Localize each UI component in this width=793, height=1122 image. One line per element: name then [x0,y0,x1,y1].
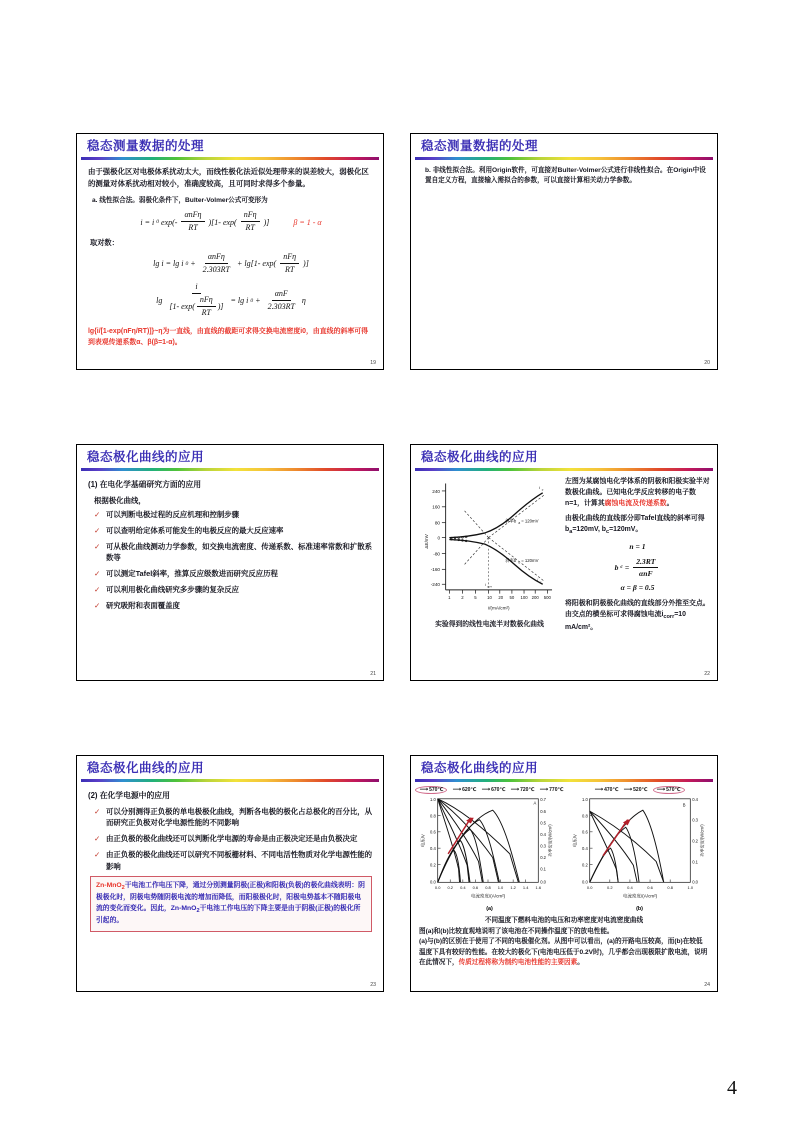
section-heading: (1) 在电化学基础研究方面的应用 [88,479,202,489]
fraction-bc [633,557,658,580]
svg-text:ΔE/mV: ΔE/mV [423,533,429,549]
text-part-a: 左图为某腐蚀电化学体系的阴极和阳极实验半对数极化曲线。已知电化学反应转移的电子数n=1，计算其 [565,477,710,507]
fraction-numerator: αnF [272,289,291,301]
slide-body [411,782,717,969]
explanation-line-2 [419,937,709,969]
svg-text:0.1: 0.1 [540,866,547,872]
chart-b-ylabel-right: 功率密度/(W/cm²) [699,823,705,857]
fraction-5 [265,289,298,313]
formula-block [88,210,374,319]
svg-text:0.0: 0.0 [540,878,547,884]
check-icon: ✓ [94,525,101,535]
slide-23[interactable] [76,755,384,992]
svg-text:240: 240 [432,488,441,494]
text-part-b: 。 [666,500,674,507]
slide-body [77,782,383,932]
example-note-box [90,876,372,932]
svg-text:c: c [539,579,542,584]
slide-grid [76,133,718,1016]
svg-text:-80: -80 [433,550,441,556]
paragraph-intro: 由于强极化区对电极体系扰动太大，而线性极化法近似处理带来的误差较大，弱极化区的测量对体系扰动相对较小，准确度较高，且可同时求得多个参量。 [88,166,369,188]
slide-number: 19 [370,360,376,366]
chart-b-svg [567,795,713,907]
chart-a-label: (a) [486,905,493,912]
chart-b-xlabel: 电流密度/(A/cm²) [622,893,657,899]
legend-label: 520℃ [633,786,648,793]
fraction-denominator: αnF [639,568,653,578]
svg-text:1.2: 1.2 [510,884,517,890]
legend-label: 770℃ [549,786,564,793]
formula-lhs: i = i [140,217,155,227]
svg-text:0.3: 0.3 [540,843,547,849]
svg-text:0.6: 0.6 [473,884,479,890]
svg-text:5: 5 [474,594,477,600]
svg-text:0.2: 0.2 [430,862,437,868]
svg-text:0: 0 [437,535,441,541]
svg-text:20: 20 [498,594,504,600]
slide-20[interactable] [410,133,718,370]
fraction-numerator: αnFη [181,210,204,222]
svg-text:0.1: 0.1 [691,858,698,864]
fraction-denominator: RT [201,308,211,318]
formula-eq-sub: 0 [250,297,254,304]
chart-pair [417,786,711,912]
list-item [94,806,374,829]
slide-number: 24 [704,982,710,988]
equation-alpha-beta: α = β = 0.5 [620,583,655,593]
slide-title: 稳态测量数据的处理 [87,139,205,153]
tafel-chart [418,476,561,616]
formula-final-line [88,282,374,318]
svg-text:100: 100 [520,594,528,600]
svg-text:1: 1 [448,594,451,600]
text-extrap-b: =10 mA/cm²。 [565,610,686,631]
chart-b-label: (b) [636,905,643,912]
text-tafel-sub-c: c [606,529,610,536]
chart-column [418,476,561,637]
sub-heading: 根据极化曲线， [94,495,146,505]
chart-b-panel-label: B [682,802,686,808]
equation-equals: = [624,562,630,572]
slide-title: 稳态极化曲线的应用 [421,761,539,775]
svg-text:0.6: 0.6 [581,829,588,835]
formula-part-4: )] [303,259,309,269]
slide-number: 23 [370,982,376,988]
legend-marker-icon: ⟶ [419,786,429,793]
note-compound-b-sub: 2 [196,908,200,915]
formula-lg: lg [156,296,163,306]
svg-text:-240: -240 [430,581,441,587]
chart-b-ylabel: 电压/V [571,833,577,847]
svg-text:2: 2 [461,594,464,600]
legend-item [624,787,648,793]
list-item [94,509,374,520]
svg-text:0.2: 0.2 [691,838,698,844]
svg-text:500: 500 [543,594,551,600]
legend-item [452,787,476,793]
note-body-end: 干电池工作电压的下降主要是由于阴极(正极)的极化所引起的。 [96,905,361,925]
check-icon: ✓ [94,509,101,519]
fraction-denominator: 2.303RT [267,301,295,311]
fraction-big [166,282,226,318]
legend-marker-icon: ⟶ [594,786,604,793]
svg-text:i/(mA/cm²): i/(mA/cm²) [488,605,510,611]
note-compound-a-sub: 2 [121,885,125,892]
list-item-label: 由正负极的极化曲线还可以判断化学电源的寿命是由正极决定还是由负极决定 [106,834,358,844]
svg-text:0.0: 0.0 [435,884,441,890]
equation-n: n = 1 [629,542,646,552]
explanation-column [565,476,710,637]
svg-text:a: a [541,487,544,492]
chart-b-legend [567,786,713,794]
formula-exp1: exp(- [161,217,178,227]
list-item [94,525,374,536]
note-compound-a: Zn-MnO [96,882,122,890]
svg-text:0.2: 0.2 [447,884,454,890]
text-extrap-a: 将阳极和阴极极化曲线的直线部分外推至交点。由交点的横坐标可求得腐蚀电流i [565,599,710,618]
slide-19[interactable] [76,133,384,370]
check-icon: ✓ [94,541,101,551]
annotation-slope-anodic: 斜率b [505,518,517,524]
text-tafel-sub-a: a [569,529,573,536]
legend-label: 720℃ [520,786,535,793]
formula-mid: )[1- exp( [208,217,237,227]
check-icon: ✓ [94,806,101,816]
chart-pair-caption: 不同温度下燃料电池的电压和功率密度对电流密度曲线 [484,916,644,924]
svg-text:0.5: 0.5 [540,820,547,826]
legend-label: 570℃ [666,786,681,793]
highlight-mass-transport: 传质过程将称为制约电池性能的主要因素 [458,959,578,967]
svg-text:0.6: 0.6 [646,884,653,890]
list-item [94,568,374,579]
list-item-label: 可以分别测得正负极的单电极极化曲线，判断各电极的极化占总极化的百分比，从而研究正负极对化学电源性能的不同影响 [106,806,373,828]
slide-title: 稳态极化曲线的应用 [87,761,205,775]
list-item [94,541,374,564]
list-item [94,833,374,844]
list-item [94,600,374,611]
slide-title: 稳态极化曲线的应用 [87,450,205,464]
fraction-4 [280,252,299,276]
fraction-numerator: 2.3RT [633,557,658,568]
svg-text:1.0: 1.0 [430,796,437,802]
chart-b-container [567,786,713,912]
curve-label-ic: i [537,577,539,583]
svg-text:0.4: 0.4 [460,884,467,890]
svg-text:0.4: 0.4 [581,845,588,851]
explanation-end: 。 [577,959,584,967]
svg-text:0.2: 0.2 [540,854,547,860]
svg-text:1.0: 1.0 [498,884,504,890]
svg-text:0.4: 0.4 [691,796,698,802]
explanation-body: (a)与(b)的区别在于使用了不同的电极催化剂。从图中可以看出，(a)的开路电压较高，而(b)在较低温度下具有较好的性能。在较大的极化下(电池电压低于0.2V时)，几乎都会出现极限扩散电流，说明在此情况下， [419,938,708,967]
svg-text:0.8: 0.8 [485,884,492,890]
section-heading: (2) 在化学电源中的应用 [88,790,170,800]
legend-item [540,787,564,793]
slide-body [411,471,717,637]
svg-text:1.4: 1.4 [523,884,529,890]
svg-text:= 120mV: = 120mV [521,518,539,524]
formula-log-expanded [88,252,374,276]
svg-text:corr: corr [487,585,492,589]
note-body: 干电池工作电压下降，通过分别测量阴极(正极)和阳极(负极)的极化曲线表明：阴极极化时，阴极电势随阴极电流的增加而降低，而阳极极化时，阳极电势基本不随阳极电流的变化而变化。因此，Zn-MnO [96,882,365,913]
fraction-denominator: RT [245,223,255,233]
slide-body [411,160,717,187]
list-item-label: 可以利用极化曲线研究多步骤的复杂反应 [106,584,240,594]
formula-tail: )] [263,217,270,227]
explanation-line-1: 图(a)和(b)比较直观地说明了该电池在不同操作温度下的放电性能。 [419,927,614,935]
svg-text:0.8: 0.8 [666,884,673,890]
formula-part-1: lg i = lg i [153,259,184,269]
legend-item [595,787,619,793]
curve-label-ia: i [538,484,541,490]
paragraph-method-b: b. 非线性拟合法。利用Origin软件，可直接对Bulter-Volmer公式进行非线性拟合。在Origin中设置自定义方程，直接输入需拟合的参数，可以直接计算相关动力学参数。 [425,166,706,185]
svg-text:0.0: 0.0 [691,878,698,884]
legend-label: 470℃ [604,786,619,793]
slide-title: 稳态极化曲线的应用 [421,450,539,464]
list-item-label: 可以判断电极过程的反应机理和控制步骤 [106,509,240,519]
svg-text:1.0: 1.0 [581,796,588,802]
chart-a-ylabel-right: 功率密度/(W/cm²) [548,823,554,857]
svg-text:0.4: 0.4 [626,884,633,890]
svg-text:200: 200 [531,594,539,600]
svg-text:0.2: 0.2 [581,862,588,868]
slide-number: 22 [704,671,710,677]
svg-text:0.6: 0.6 [430,829,437,835]
formula-eta: η [301,296,306,306]
legend-marker-icon: ⟶ [452,786,462,793]
check-icon: ✓ [94,850,101,860]
slide-body [77,160,383,349]
highlight-corrosion-current: 腐蚀电流及传递系数 [604,500,667,507]
fraction-nested [197,295,216,319]
svg-text:-160: -160 [430,566,441,572]
list-item-label: 由正负极的极化曲线还可以研究不同板栅材料、不同电活性物质对化学电源性能的影响 [106,850,373,871]
slide-number: 20 [704,360,710,366]
check-icon: ✓ [94,834,101,844]
equation-lhs-sub: c [620,564,623,571]
formula-part-3: + lg[1- exp( [237,259,277,269]
svg-text:1.6: 1.6 [536,884,542,890]
fraction-numerator: αnFη [205,252,228,264]
formula-eq: = lg i [230,296,249,306]
paragraph-tafel-slope [565,513,710,537]
annotation-slope-cathodic: 斜率b [505,557,517,563]
label-icorr: i [484,582,486,587]
legend-label: 620℃ [462,786,477,793]
svg-text:0.0: 0.0 [430,878,437,884]
chart-a-container [415,786,563,912]
chart-a-svg [415,795,561,907]
svg-text:50: 50 [509,594,515,600]
list-item [94,584,374,595]
check-icon: ✓ [94,584,101,594]
svg-text:0.4: 0.4 [430,845,437,851]
list-item-label: 可从极化曲线测动力学参数，如交换电流密度、传递系数、标准速率常数和扩散系数等 [106,541,373,563]
formula-lhs-sub: 0 [156,219,160,226]
svg-text:0.8: 0.8 [581,813,588,819]
check-icon: ✓ [94,569,101,578]
legend-item [415,786,447,794]
text-extrap-sub: corr [663,613,675,620]
svg-text:0.7: 0.7 [540,796,547,802]
svg-text:0.8: 0.8 [430,813,437,819]
legend-marker-icon: ⟶ [539,786,549,793]
legend-marker-icon: ⟶ [623,786,633,793]
slide-number: 21 [370,671,376,677]
svg-text:10: 10 [487,594,492,600]
fraction-denominator: RT [284,264,295,274]
chart-a-ylabel: 电压/V [420,833,426,847]
list-item-label: 可以查明给定体系可能发生的电极反应的最大反应速率 [106,525,284,535]
formula-plus: + [255,296,261,306]
bullet-list [88,509,374,612]
list-item-label: 研究吸附和表面覆盖度 [106,600,180,610]
paragraph-extrapolation [565,598,710,633]
explanation-text [417,927,711,969]
slide-21[interactable] [76,444,384,681]
svg-text:= 120mV: = 120mV [521,557,539,563]
equation-bc [565,557,710,580]
fraction-numerator: nFη [197,295,216,307]
chart-a-xlabel: 电流密度/(A/cm²) [471,893,506,899]
svg-text:0.4: 0.4 [540,831,547,837]
bullet-list [88,806,374,872]
chart-a-panel-label: A [534,800,537,806]
svg-text:c: c [518,559,521,564]
denominator-pre: [1- exp( [169,301,195,311]
legend-marker-icon: ⟶ [656,786,666,793]
formula-part-1-sub: 0 [185,260,189,267]
fraction-denominator [166,294,226,319]
slide-24[interactable] [410,755,718,992]
chart-a-legend [415,786,563,794]
fraction-denominator: 2.303RT [202,264,231,274]
svg-text:0.2: 0.2 [606,884,613,890]
svg-text:0.0: 0.0 [581,878,588,884]
page-number: 4 [727,1077,737,1099]
svg-text:0.3: 0.3 [691,817,698,823]
fraction-numerator: i [192,282,200,294]
slide-title: 稳态测量数据的处理 [421,139,539,153]
legend-item [653,786,685,794]
slide-22[interactable] [410,444,718,681]
red-conclusion-text: lg{i/[1-exp(nFη/RT)]}~η为一直线，由直线的截距可求得交换电流密度i0，由直线的斜率可得到表观传递系数α、β(β=1-α)。 [88,327,369,347]
svg-text:a: a [518,520,521,525]
fraction-denominator: RT [188,223,198,233]
list-item-label: 可以测定Tafel斜率，推算反应级数进而研究反应历程 [106,569,278,578]
paragraph-problem [565,476,710,510]
formula-butler-volmer [88,210,374,234]
svg-text:80: 80 [434,520,441,526]
fraction-numerator: nFη [241,210,260,222]
take-log-label: 取对数： [90,237,119,247]
text-tafel-b: =120mV, b [572,526,606,534]
legend-marker-icon: ⟶ [510,786,520,793]
svg-text:0.0: 0.0 [586,884,593,890]
denominator-post: )] [217,301,224,311]
legend-label: 670℃ [491,786,506,793]
legend-item [482,787,506,793]
formula-part-2: + [190,259,196,269]
text-tafel-c: =120mV。 [609,526,643,534]
slide-body [77,471,383,612]
svg-text:1.0: 1.0 [687,884,693,890]
legend-marker-icon: ⟶ [481,786,491,793]
svg-text:160: 160 [432,504,441,510]
chart-caption: 实验得到的线性电流半对数极化曲线 [435,620,544,628]
text-tafel-a: 由极化曲线的直线部分即Tafel直线的斜率可得b [565,515,705,534]
formula-beta-relation: β = 1 - α [293,217,322,227]
equation-lhs: b [614,562,619,572]
svg-text:0.6: 0.6 [540,808,547,814]
check-icon: ✓ [94,600,101,610]
legend-item [511,787,535,793]
fraction-2 [241,210,260,234]
legend-label: 570℃ [429,786,444,793]
list-item [94,849,374,872]
fraction-numerator: nFη [280,252,299,264]
fraction-1 [181,210,204,234]
fraction-3 [200,252,233,276]
paragraph-method-a: a. 线性拟合法。弱极化条件下，Bulter-Volmer公式可变形为 [92,196,268,204]
